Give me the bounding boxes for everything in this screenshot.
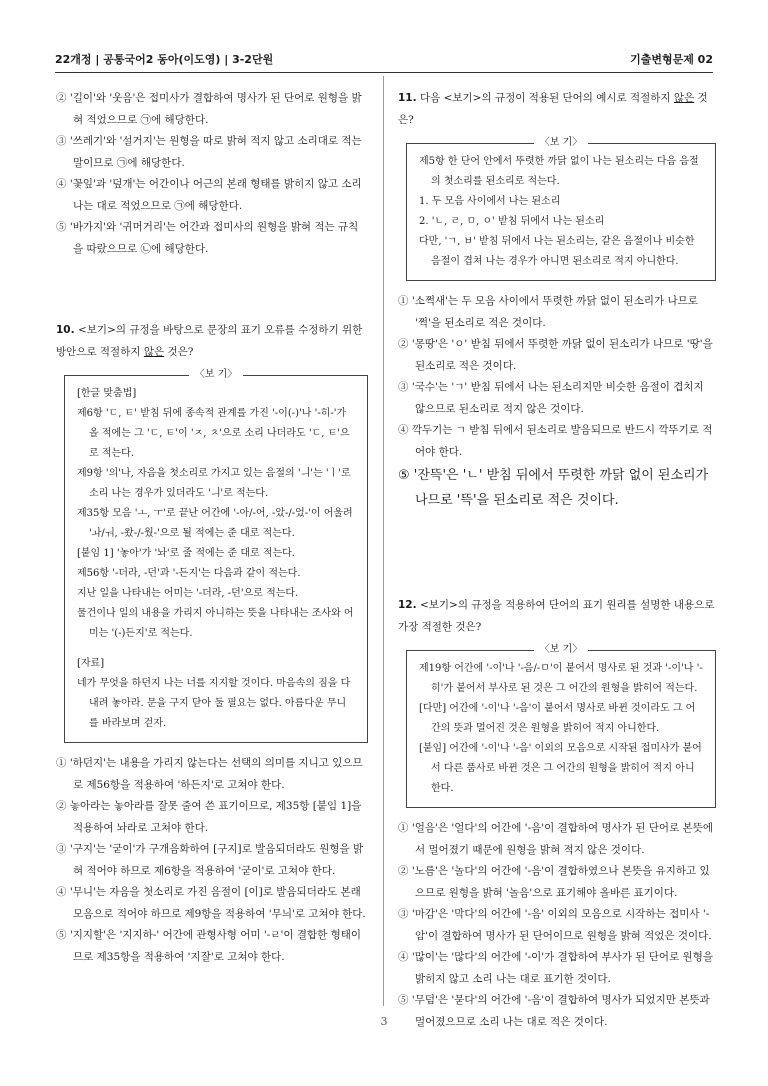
option: ⑤ '지지할'은 '지지하-' 어간에 관형사형 어미 '-ㄹ'이 결합한 형태이므로 제35항을 적용하여 '지잘'로 고쳐야 한다. [56, 929, 362, 963]
option: ④ '무니'는 자음을 첫소리로 가진 음절이 [이]로 발음되더라도 본래 모음으로 적어야 하므로 제9항을 적용하여 '무늬'로 고쳐야 한다. [56, 886, 366, 920]
option: ⑤ '무덤'은 '묻다'의 어간에 '-음'이 결합하여 명사가 되었지만 본뜻과 멀어졌으므로 소리 나는 대로 적은 것이다. [398, 994, 710, 1028]
option: ④ 깍두기는 ㄱ 받침 뒤에서 된소리로 발음되므로 반드시 깍뚜기로 적어야 한다. [398, 424, 713, 458]
question-11 [398, 88, 716, 513]
bogi-line: 2. 'ㄴ, ㄹ, ㅁ, ㅇ' 받침 뒤에서 나는 된소리 [419, 216, 605, 227]
question-stem: 11. 다음 <보기>의 규정이 적용된 단어의 예시로 적절하지 않은 것은? [398, 92, 708, 126]
bogi-line: 제19항 어간에 '-이'나 '-음/-ㅁ'이 붙어서 명사로 된 것과 '-이'나 '-히'가 붙어서 부사로 된 것은 그 어간의 원형을 밝히어 적는다. [419, 663, 703, 694]
bogi-line: 제9항 '의'나, 자음을 첫소리로 가지고 있는 음절의 'ㅢ'는 'ㅣ'로 소리 나는 경우가 있더라도 'ㅢ'로 적는다. [77, 468, 351, 499]
left-column [56, 88, 368, 968]
option: ④ '꽃잎'과 '덮개'는 어간이나 어근의 본래 형태를 밝히지 않고 소리 나는 대로 적었으므로 ㉠에 해당한다. [56, 178, 362, 212]
header-divider [55, 72, 713, 73]
bogi-box [64, 369, 368, 743]
option: ① '하던지'는 내용을 가리지 않는다는 선택의 의미를 지니고 있으므로 제56항을 적용하여 '하든지'로 고쳐야 한다. [56, 757, 363, 791]
option: ① '소쩍새'는 두 모음 사이에서 뚜렷한 까닭 없이 된소리가 나므로 '쩍'을 된소리로 적은 것이다. [398, 295, 698, 329]
question-12 [398, 595, 716, 1033]
bogi-line: [붙임] 어간에 '-이'나 '-음' 이외의 모음으로 시작된 접미사가 붙어서 다른 품사로 바뀐 것은 그 어간의 원형을 밝히어 적지 아니한다. [419, 743, 702, 794]
page-header [55, 45, 713, 69]
question-number: 11. [398, 92, 417, 104]
page-number: 3 [380, 1015, 388, 1028]
bogi-line: 제5항 한 단어 안에서 뚜렷한 까닭 없이 나는 된소리는 다음 음절의 첫소리를 된소리로 적는다. [419, 156, 699, 187]
bogi-title: 〈보 기〉 [189, 369, 244, 380]
bogi-line: 제6항 'ㄷ, ㅌ' 받침 뒤에 종속적 관계를 가진 '-이(-)'나 '-히-'가 올 적에는 그 'ㄷ, ㅌ'이 'ㅈ, ㅊ'으로 소리 나더라도 'ㄷ, ㅌ'으로 적는다. [77, 408, 350, 459]
option: ④ '많이'는 '많다'의 어간에 '-이'가 결합하여 부사가 된 단어로 원형을 밝히지 않고 소리 나는 대로 표기한 것이다. [398, 951, 713, 985]
header-left: 22개정 | 공통국어2 동아(이도영) | 3-2단원 [55, 53, 274, 66]
option: ② 놓아라는 놓아라를 잘못 줄여 쓴 표기이므로, 제35항 [붙임 1]을 적용하여 놔라로 고쳐야 한다. [56, 800, 362, 834]
question-stem: 10. <보기>의 규정을 바탕으로 문장의 표기 오류를 수정하기 위한 방안으로 적절하지 않은 것은? [56, 324, 363, 358]
option: ① '얼음'은 '얼다'의 어간에 '-음'이 결합하여 명사가 된 단어로 본뜻에서 멀어졌기 때문에 원형을 밝혀 적지 않은 것이다. [398, 822, 713, 856]
bogi-box [406, 644, 716, 808]
bogi-line: [한글 맞춤법] [77, 388, 137, 399]
bogi-line: 다만, 'ㄱ, ㅂ' 받침 뒤에서 나는 된소리는, 같은 음절이나 비슷한 음절이 겹쳐 나는 경우가 아니면 된소리로 적지 아니한다. [419, 236, 695, 267]
option: ② '길이'와 '웃음'은 접미사가 결합하여 명사가 된 단어로 원형을 밝혀 적었으므로 ㉠에 해당한다. [56, 92, 362, 126]
bogi-line: 지난 일을 나타내는 어미는 '-더라, -던'으로 적는다. [77, 588, 299, 599]
bogi-line: 제35항 모음 'ㅗ, ㅜ'로 끝난 어간에 '-아/-어, -았-/-었-'이 어울려 'ㅘ/ㅝ, -왔-/-웠-'으로 될 적에는 준 대로 적는다. [77, 508, 353, 539]
bogi-line: 제56항 '-더라, -던'과 '-든지'는 다음과 같이 적는다. [77, 568, 301, 579]
option: ⑤ '바가지'와 '귀머거리'는 어간과 접미사의 원형을 밝혀 적는 규칙을 따랐으므로 ㉡에 해당한다. [56, 221, 359, 255]
bogi-box [406, 137, 716, 281]
option: ③ '구지'는 '굳이'가 구개음화하여 [구지]로 발음되더라도 원형을 밝혀 적어야 하므로 제6항을 적용하여 '굳이'로 고쳐야 한다. [56, 843, 364, 877]
column-divider [383, 76, 384, 1006]
header-right: 기출변형문제 02 [630, 53, 713, 66]
bogi-line: 1. 두 모음 사이에서 나는 된소리 [419, 196, 561, 207]
bogi-line: 네가 무엇을 하던지 나는 너를 지지할 것이다. 마음속의 짐을 다 내려 놓아라. 문을 구지 닫아 둘 필요는 없다. 아름다운 무니를 바라보며 걷자. [77, 678, 351, 729]
bogi-line: [자료] [77, 658, 105, 669]
bogi-title: 〈보 기〉 [534, 644, 589, 655]
question-number: 12. [398, 599, 417, 611]
option: ③ '쓰레기'와 '설거지'는 원형을 따로 밝혀 적지 않고 소리대로 적는 말이므로 ㉠에 해당한다. [56, 135, 362, 169]
prev-question-options [56, 88, 368, 260]
option: ② '노름'은 '놀다'의 어간에 '-음'이 결합하였으나 본뜻을 유지하고 있으므로 원형을 밝혀 '놀음'으로 표기해야 올바른 표기이다. [398, 865, 710, 899]
bogi-line: [다만] 어간에 '-이'나 '-음'이 붙어서 명사로 바뀐 것이라도 그 어간의 뜻과 멀어진 것은 원형을 밝히어 적지 아니한다. [419, 703, 696, 734]
bogi-line: [붙임 1] '놓아'가 '놔'로 줄 적에는 준 대로 적는다. [77, 548, 295, 559]
option: ② '몽땅'은 'ㅇ' 받침 뒤에서 뚜렷한 까닭 없이 된소리가 나므로 '땅'을 된소리로 적은 것이다. [398, 338, 713, 372]
question-10 [56, 320, 368, 968]
option: ⑤ '잔뜩'은 'ㄴ' 받침 뒤에서 뚜렷한 까닭 없이 된소리가 나므로 '뜩'을 된소리로 적은 것이다. [398, 468, 709, 508]
question-number: 10. [56, 324, 75, 336]
option: ③ '마감'은 '막다'의 어간에 '-음' 이외의 모음으로 시작하는 접미사 '-암'이 결합하여 명사가 된 단어이므로 원형을 밝혀 적었은 것이다. [398, 908, 712, 942]
right-column [398, 88, 716, 1033]
question-stem: 12. <보기>의 규정을 적용하여 단어의 표기 원리를 설명한 내용으로 가장 적절한 것은? [398, 599, 715, 633]
option: ③ '국수'는 'ㄱ' 받침 뒤에서 나는 된소리지만 비슷한 음절이 겹치지 않으므로 된소리로 적지 않은 것이다. [398, 381, 704, 415]
bogi-title: 〈보 기〉 [534, 137, 589, 148]
bogi-line: 물건이나 일의 내용을 가리지 아니하는 뜻을 나타내는 조사와 어미는 '(-)든지'로 적는다. [77, 608, 354, 639]
